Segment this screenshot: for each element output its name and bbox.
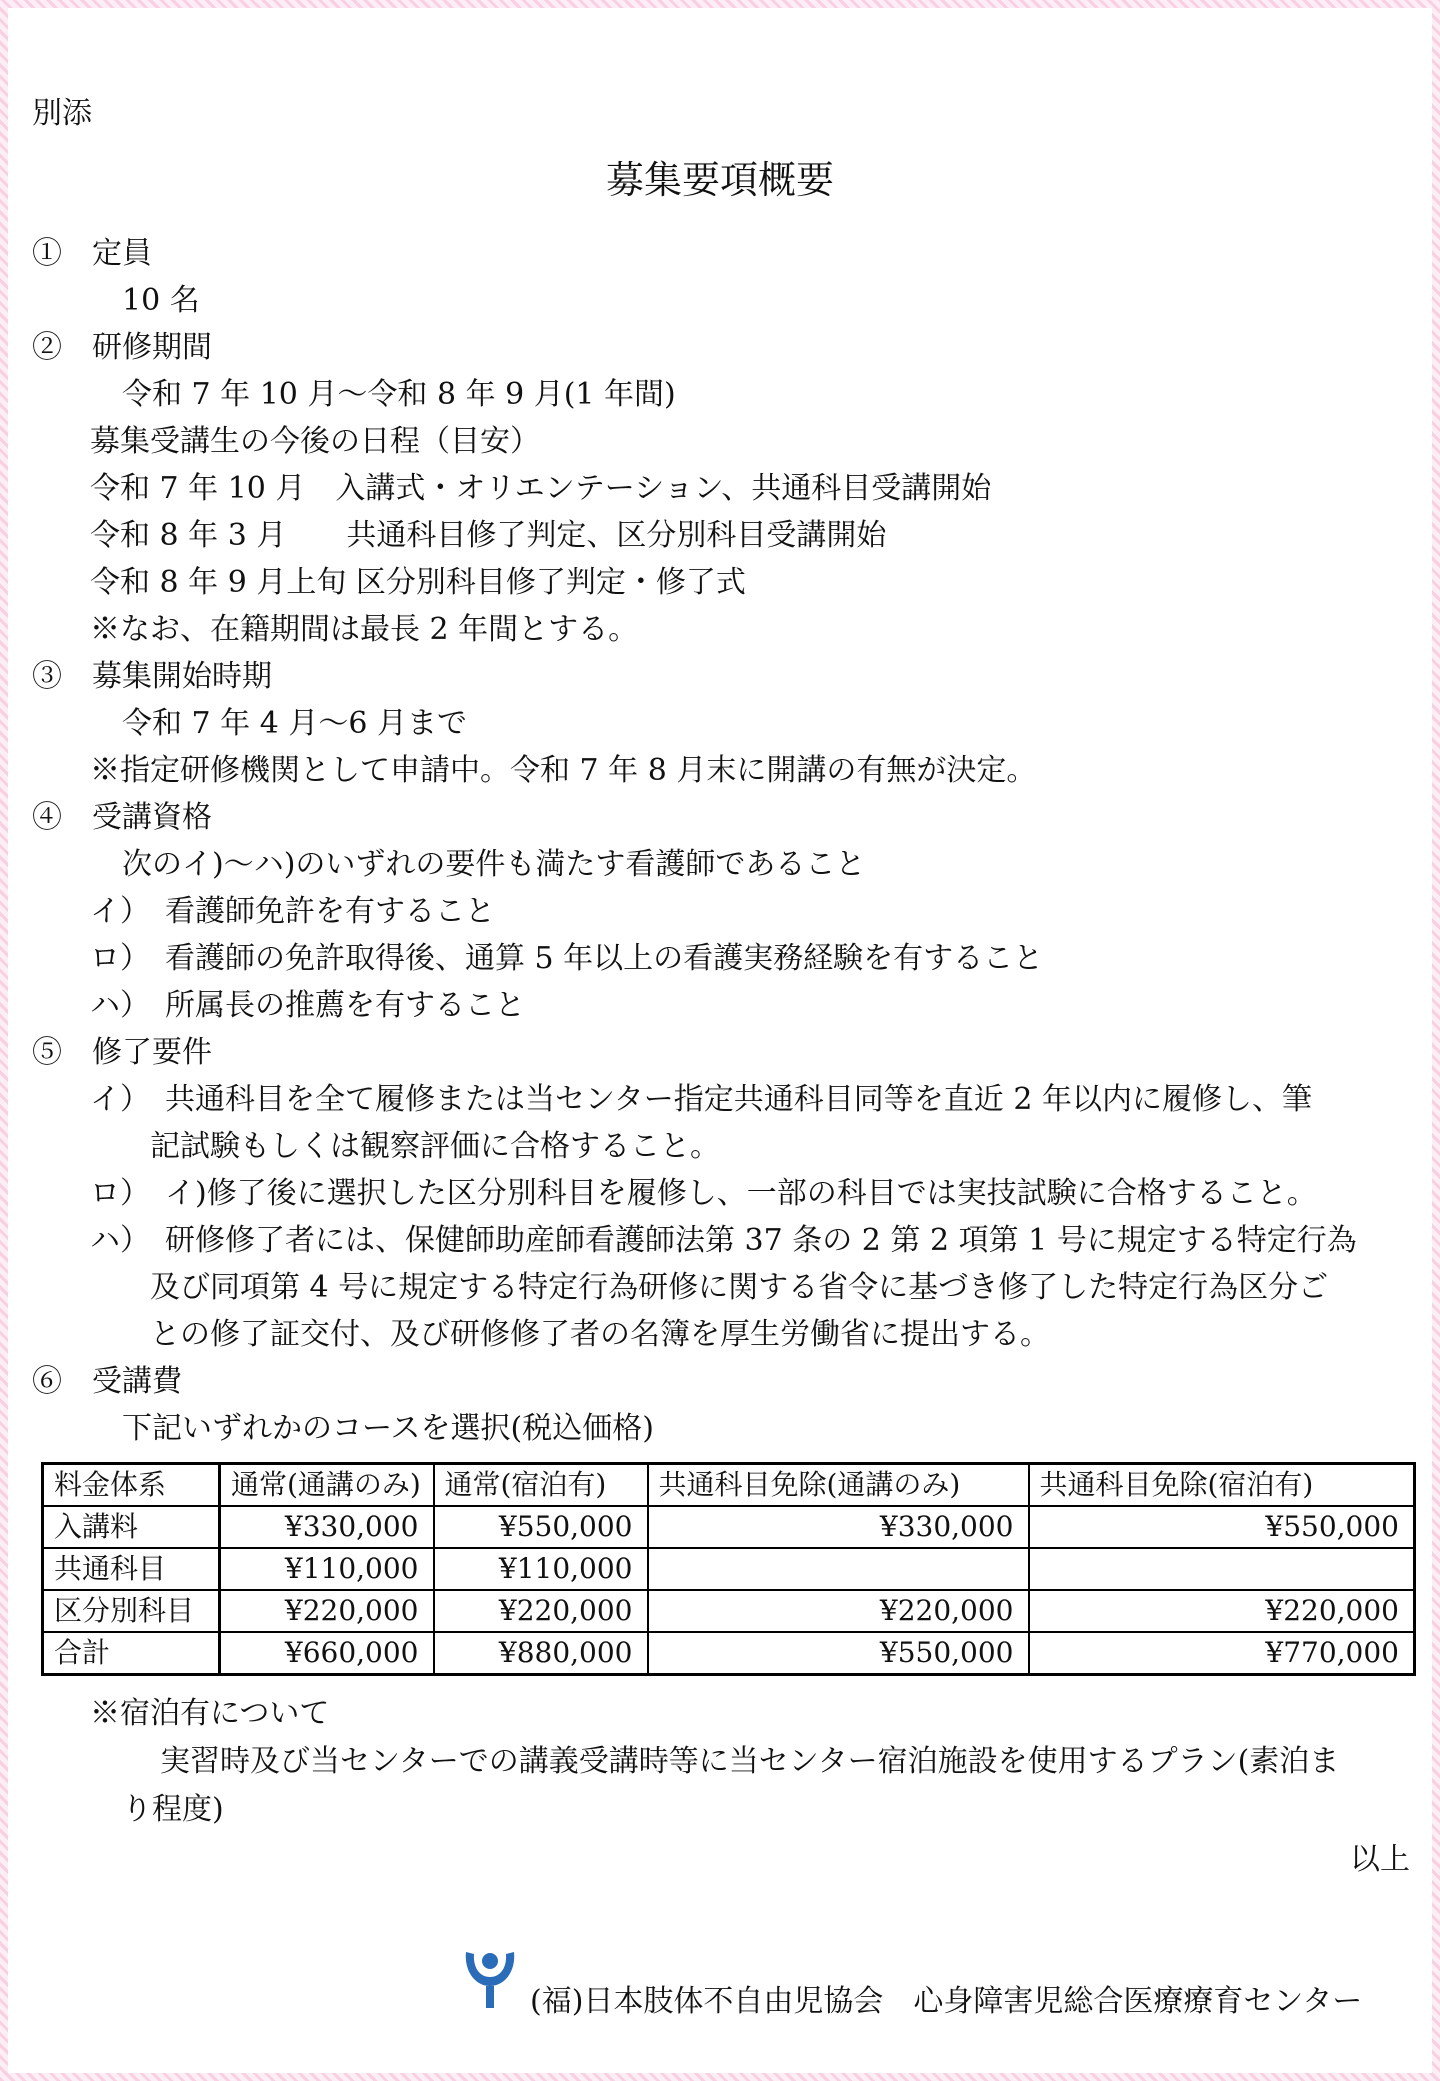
section-line: 及び同項第 4 号に規定する特定行為研修に関する省令に基づき修了した特定行為区分ご: [150, 1270, 1329, 1305]
section-line: 令和 7 年 4 月～6 月まで: [122, 706, 467, 741]
section-line: との修了証交付、及び研修修了者の名簿を厚生労働省に提出する。: [150, 1317, 1050, 1352]
section-line: ※指定研修機関として申請中。令和 7 年 8 月末に開講の有無が決定。: [90, 753, 1037, 788]
organization-logo-icon: [460, 1946, 520, 2010]
section-line: 令和 8 年 9 月上旬 区分別科目修了判定・修了式: [90, 565, 746, 600]
section-line: 10 名: [122, 283, 200, 318]
table-cell: [1029, 1548, 1415, 1590]
row-label: 区分別科目: [43, 1590, 220, 1632]
table-cell: ¥110,000: [434, 1548, 648, 1590]
row-label: 合計: [43, 1632, 220, 1675]
section-heading-period: ② 研修期間: [32, 330, 212, 365]
section-line: 令和 7 年 10 月～令和 8 年 9 月(1 年間): [122, 377, 676, 412]
note-heading: ※宿泊有について: [90, 1696, 330, 1731]
section-line: ハ） 所属長の推薦を有すること: [90, 988, 525, 1023]
table-cell: [648, 1548, 1029, 1590]
table-row: [43, 1506, 1415, 1548]
note-line: 実習時及び当センターでの講義受講時等に当センター宿泊施設を使用するプラン(素泊ま: [160, 1744, 1340, 1779]
section-line: ロ） 看護師の免許取得後、通算 5 年以上の看護実務経験を有すること: [90, 941, 1044, 976]
table-cell: ¥660,000: [220, 1632, 434, 1675]
table-cell: ¥220,000: [434, 1590, 648, 1632]
row-label: 入講料: [43, 1506, 220, 1548]
section-heading-completion: ⑤ 修了要件: [32, 1035, 212, 1070]
column-header: 通常(通講のみ): [220, 1464, 434, 1507]
table-cell: ¥880,000: [434, 1632, 648, 1675]
section-line: ※なお、在籍期間は最長 2 年間とする。: [90, 612, 639, 647]
table-cell: ¥220,000: [1029, 1590, 1415, 1632]
section-heading-capacity: ① 定員: [32, 236, 152, 271]
table-cell: ¥220,000: [648, 1590, 1029, 1632]
column-header: 共通科目免除(宿泊有): [1029, 1464, 1415, 1507]
section-heading-qualification: ④ 受講資格: [32, 800, 212, 835]
section-line: 記試験もしくは観察評価に合格すること。: [150, 1129, 720, 1164]
section-line: 令和 8 年 3 月 共通科目修了判定、区分別科目受講開始: [90, 518, 887, 553]
column-header: 料金体系: [43, 1464, 220, 1507]
section-line: 募集受講生の今後の日程（目安）: [90, 424, 540, 459]
table-cell: ¥330,000: [220, 1506, 434, 1548]
table-row: [43, 1590, 1415, 1632]
column-header: 通常(宿泊有): [434, 1464, 648, 1507]
closing-text: 以上: [1350, 1842, 1410, 1877]
table-row-total: [43, 1632, 1415, 1675]
fee-table-wrapper: [41, 1462, 1413, 1676]
table-cell: ¥330,000: [648, 1506, 1029, 1548]
section-line: 次のイ)～ハ)のいずれの要件も満たす看護師であること: [122, 847, 866, 882]
table-cell: ¥550,000: [1029, 1506, 1415, 1548]
section-heading-fees: ⑥ 受講費: [32, 1364, 182, 1399]
organization-name: (福)日本肢体不自由児協会 心身障害児総合医療療育センター: [530, 1984, 1363, 2019]
section-line: 下記いずれかのコースを選択(税込価格): [122, 1411, 654, 1446]
document-page: [8, 8, 1432, 2073]
row-label: 共通科目: [43, 1548, 220, 1590]
section-heading-recruitment: ③ 募集開始時期: [32, 659, 272, 694]
table-cell: ¥220,000: [220, 1590, 434, 1632]
section-line: イ） 看護師免許を有すること: [90, 894, 495, 929]
fee-table: [41, 1462, 1416, 1676]
section-line: 令和 7 年 10 月 入講式・オリエンテーション、共通科目受講開始: [90, 471, 992, 506]
table-header-row: [43, 1464, 1415, 1507]
table-cell: ¥110,000: [220, 1548, 434, 1590]
table-row: [43, 1548, 1415, 1590]
table-cell: ¥770,000: [1029, 1632, 1415, 1675]
note-line: り程度): [122, 1792, 224, 1827]
page-title: 募集要項概要: [605, 158, 834, 202]
table-cell: ¥550,000: [648, 1632, 1029, 1675]
column-header: 共通科目免除(通講のみ): [648, 1464, 1029, 1507]
section-line: イ） 共通科目を全て履修または当センター指定共通科目同等を直近 2 年以内に履修し、筆: [90, 1082, 1312, 1117]
section-line: ハ） 研修修了者には、保健師助産師看護師法第 37 条の 2 第 2 項第 1 号に規定する特定行為: [90, 1223, 1357, 1258]
section-line: ロ） イ)修了後に選択した区分別科目を履修し、一部の科目では実技試験に合格すること。: [90, 1176, 1317, 1211]
attachment-label: 別添: [32, 96, 92, 131]
table-cell: ¥550,000: [434, 1506, 648, 1548]
